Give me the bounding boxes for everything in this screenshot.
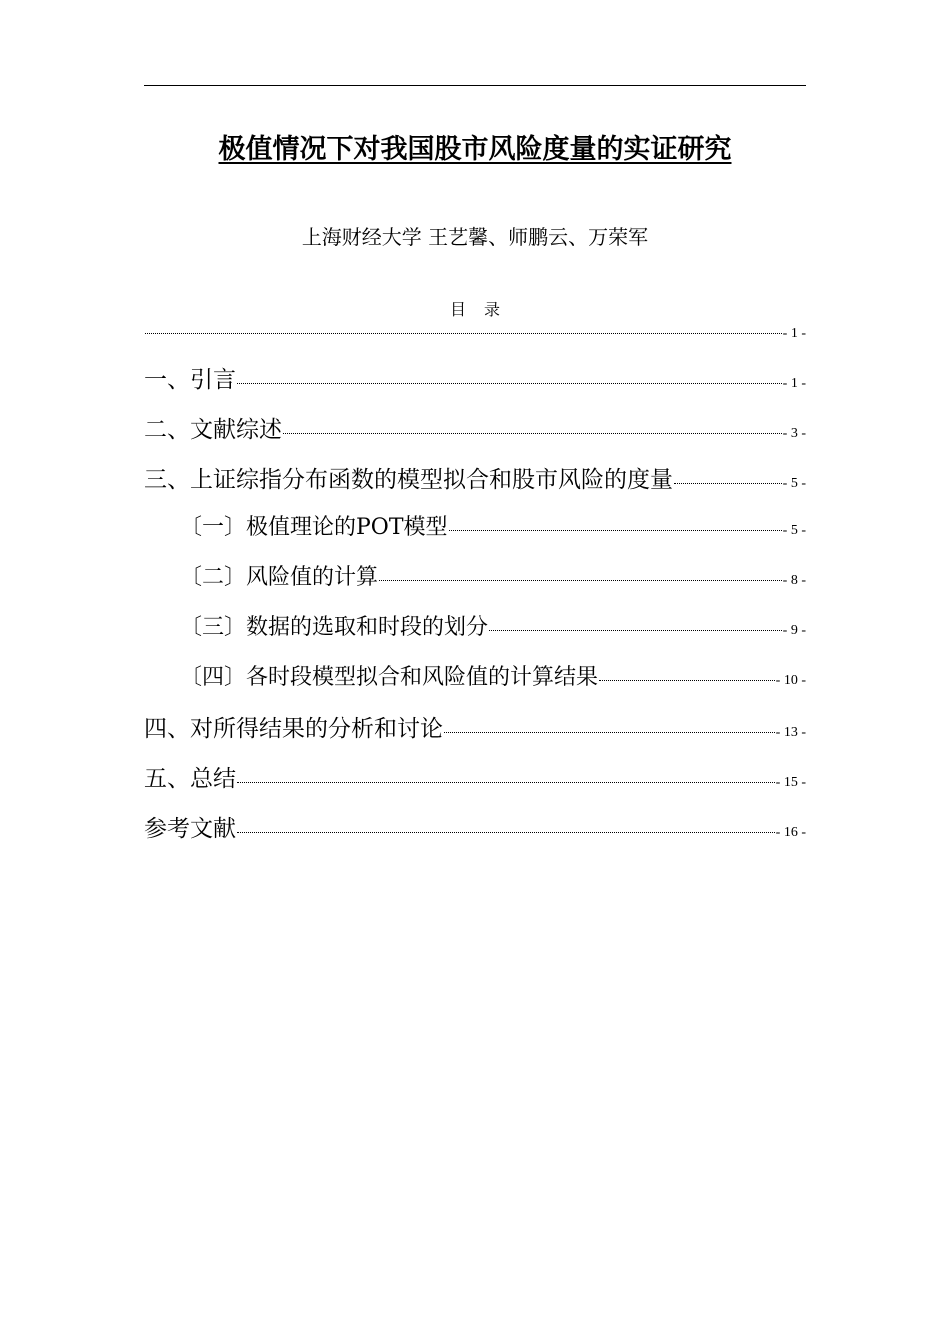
toc-leader-dots	[444, 732, 775, 733]
toc-entry-label: 二、文献综述	[144, 417, 282, 443]
toc-page-number: - 15 -	[775, 775, 806, 790]
toc-leader-dots	[237, 832, 775, 833]
toc-entry-data-selection[interactable]	[180, 610, 806, 641]
toc-page-number: - 1 -	[782, 326, 806, 341]
toc-entry-references[interactable]	[144, 810, 806, 843]
toc-page-number: - 1 -	[782, 376, 806, 391]
toc-page-number: - 13 -	[775, 725, 806, 740]
toc-leader-dots	[449, 530, 782, 531]
toc-page-number: - 10 -	[775, 673, 806, 688]
toc-entry-var-calculation[interactable]	[180, 560, 806, 591]
toc-entry-summary[interactable]	[144, 760, 806, 793]
toc-entry-literature-review[interactable]	[144, 411, 806, 444]
authors-line: 上海财经大学 王艺馨、师鹏云、万荣军	[301, 225, 649, 249]
toc-page-number: - 5 -	[782, 476, 806, 491]
toc-page-number: - 3 -	[782, 426, 806, 441]
toc-leader-dots	[674, 483, 782, 484]
header-rule	[144, 85, 806, 86]
toc-entry-label: 〔三〕数据的选取和时段的划分	[180, 615, 489, 640]
toc-entry-label: 〔一〕极值理论的POT模型	[180, 515, 448, 540]
toc-leader-dots	[489, 630, 782, 631]
toc-entry-label: 五、总结	[144, 766, 236, 792]
toc-leader-dots	[283, 433, 782, 434]
toc-entry-label: 参考文献	[144, 816, 236, 842]
toc-leader-dots	[145, 333, 782, 334]
toc-entry-pot-model[interactable]	[180, 510, 806, 541]
toc-leader-dots	[237, 383, 782, 384]
toc-page-number: - 8 -	[782, 573, 806, 588]
toc-heading: 目录	[449, 300, 518, 319]
toc-entry-analysis[interactable]	[144, 710, 806, 743]
toc-entry-label: 四、对所得结果的分析和讨论	[144, 716, 443, 742]
toc-page-number: - 5 -	[782, 523, 806, 538]
toc-entry-label: 一、引言	[144, 367, 236, 393]
toc-leader-dots	[237, 782, 775, 783]
toc-entry-introduction[interactable]	[144, 361, 806, 394]
document-title: 极值情况下对我国股市风险度量的实证研究	[218, 134, 732, 165]
toc-entry-label: 〔四〕各时段模型拟合和风险值的计算结果	[180, 665, 599, 690]
toc-page-number: - 16 -	[775, 825, 806, 840]
toc-entry-model-fitting[interactable]	[144, 461, 806, 494]
toc-page-number: - 9 -	[782, 623, 806, 638]
toc-entry-period-results[interactable]	[180, 660, 806, 691]
toc-leader-dots	[599, 680, 775, 681]
toc-entry-label: 〔二〕风险值的计算	[180, 565, 379, 590]
toc-entry-label: 三、上证综指分布函数的模型拟合和股市风险的度量	[144, 467, 673, 493]
toc-entry-blank[interactable]	[144, 326, 806, 342]
toc-leader-dots	[379, 580, 782, 581]
